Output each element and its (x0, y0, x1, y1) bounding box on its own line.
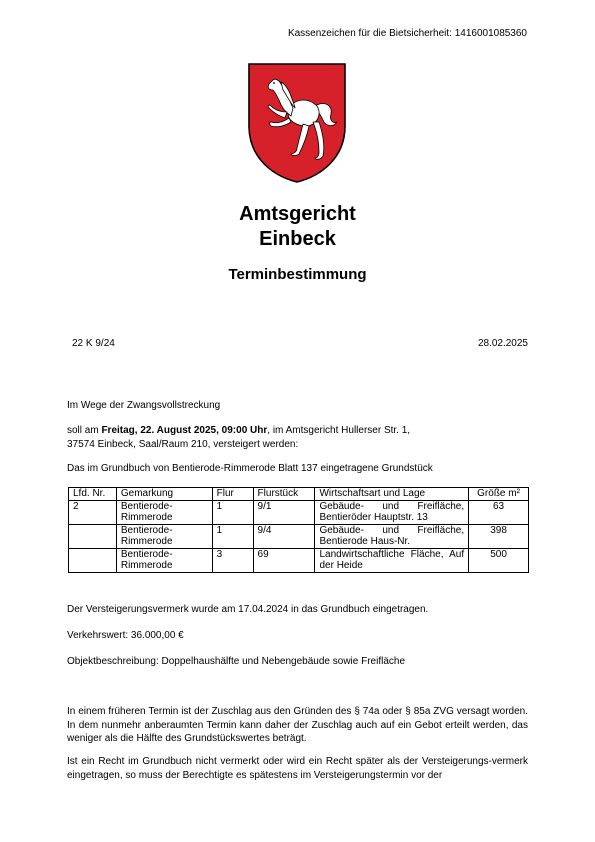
court-name-line-1: Amtsgericht (239, 203, 356, 225)
cell-flur: 1 (212, 500, 253, 524)
header-wirtschaftsart: Wirtschaftsart und Lage (315, 488, 469, 501)
cell-groesse: 398 (469, 524, 529, 548)
cell-wirtschaftsart: Gebäude- und Freifläche, Bentieröder Hauptstr. 13 (315, 500, 469, 524)
header-flurstueck: Flurstück (253, 488, 315, 501)
cell-gemarkung: Bentierode-Rimmerode (116, 500, 212, 524)
objektbeschreibung: Objektbeschreibung: Doppelhaushälfte und Nebengebäude sowie Freifläche (67, 656, 406, 667)
table-row (69, 524, 529, 548)
cell-flurstueck: 9/4 (253, 524, 315, 548)
cell-flur: 1 (212, 524, 253, 548)
header-gemarkung: Gemarkung (116, 488, 212, 501)
cell-flurstueck: 9/1 (253, 500, 315, 524)
header-groesse: Größe m² (469, 488, 529, 501)
versteigerungsvermerk: Der Versteigerungsvermerk wurde am 17.04.2024 in das Grundbuch eingetragen. (67, 604, 429, 615)
table-row (69, 500, 529, 524)
table-row (69, 548, 529, 572)
coat-of-arms-logo (247, 62, 347, 184)
termin-room: 37574 Einbeck, Saal/Raum 210, versteigert werden: (67, 438, 299, 450)
cell-groesse: 63 (469, 500, 529, 524)
cell-wirtschaftsart: Landwirtschaftliche Fläche, Auf der Heide (315, 548, 469, 572)
cell-lfd-nr: 2 (69, 500, 117, 524)
grundstueck-table (68, 487, 529, 573)
cell-lfd-nr (69, 524, 117, 548)
zuschlag-paragraph: In einem früheren Termin ist der Zuschlag aus den Gründen des § 74a oder § 85a ZVG versagt worden. In dem nunmehr anberaumten Termin kann daher der Zuschlag auch auf ein Gebot erteilt werden, das weniger als die Hälfte des Grundstückswertes beträgt. (67, 706, 528, 744)
cell-lfd-nr (69, 548, 117, 572)
cell-gemarkung: Bentierode-Rimmerode (116, 548, 212, 572)
cell-gemarkung: Bentierode-Rimmerode (116, 524, 212, 548)
termin-paragraph (67, 424, 528, 451)
kassenzeichen: Kassenzeichen für die Bietsicherheit: 1416001085360 (287, 28, 527, 39)
verkehrswert: Verkehrswert: 36.000,00 € (67, 630, 184, 641)
termin-prefix: soll am (67, 425, 102, 436)
document-title: Terminbestimmung (228, 266, 367, 283)
table-header-row (69, 488, 529, 501)
intro-text: Im Wege der Zwangsvollstreckung (67, 400, 221, 411)
court-name-line-2: Einbeck (259, 228, 336, 250)
header-flur: Flur (212, 488, 253, 501)
cell-flur: 3 (212, 548, 253, 572)
grundbuch-intro: Das im Grundbuch von Bentierode-Rimmerode Blatt 137 eingetragene Grundstück (67, 463, 433, 474)
termin-location: , im Amtsgericht Hullerser Str. 1, (267, 425, 411, 436)
cell-wirtschaftsart: Gebäude- und Freifläche, Bentierode Haus-Nr. (315, 524, 469, 548)
recht-paragraph: Ist ein Recht im Grundbuch nicht vermerkt oder wird ein Recht später als der Versteigerungs-vermerk eingetragen, so muss der Berechtigte es spätestens im Versteigerungstermin vor der (67, 756, 528, 781)
cell-groesse: 500 (469, 548, 529, 572)
cell-flurstueck: 69 (253, 548, 315, 572)
termin-datetime: Freitag, 22. August 2025, 09:00 Uhr (101, 425, 268, 436)
header-lfd-nr: Lfd. Nr. (69, 488, 117, 501)
aktenzeichen: 22 K 9/24 (72, 338, 115, 349)
document-date: 28.02.2025 (477, 338, 528, 349)
